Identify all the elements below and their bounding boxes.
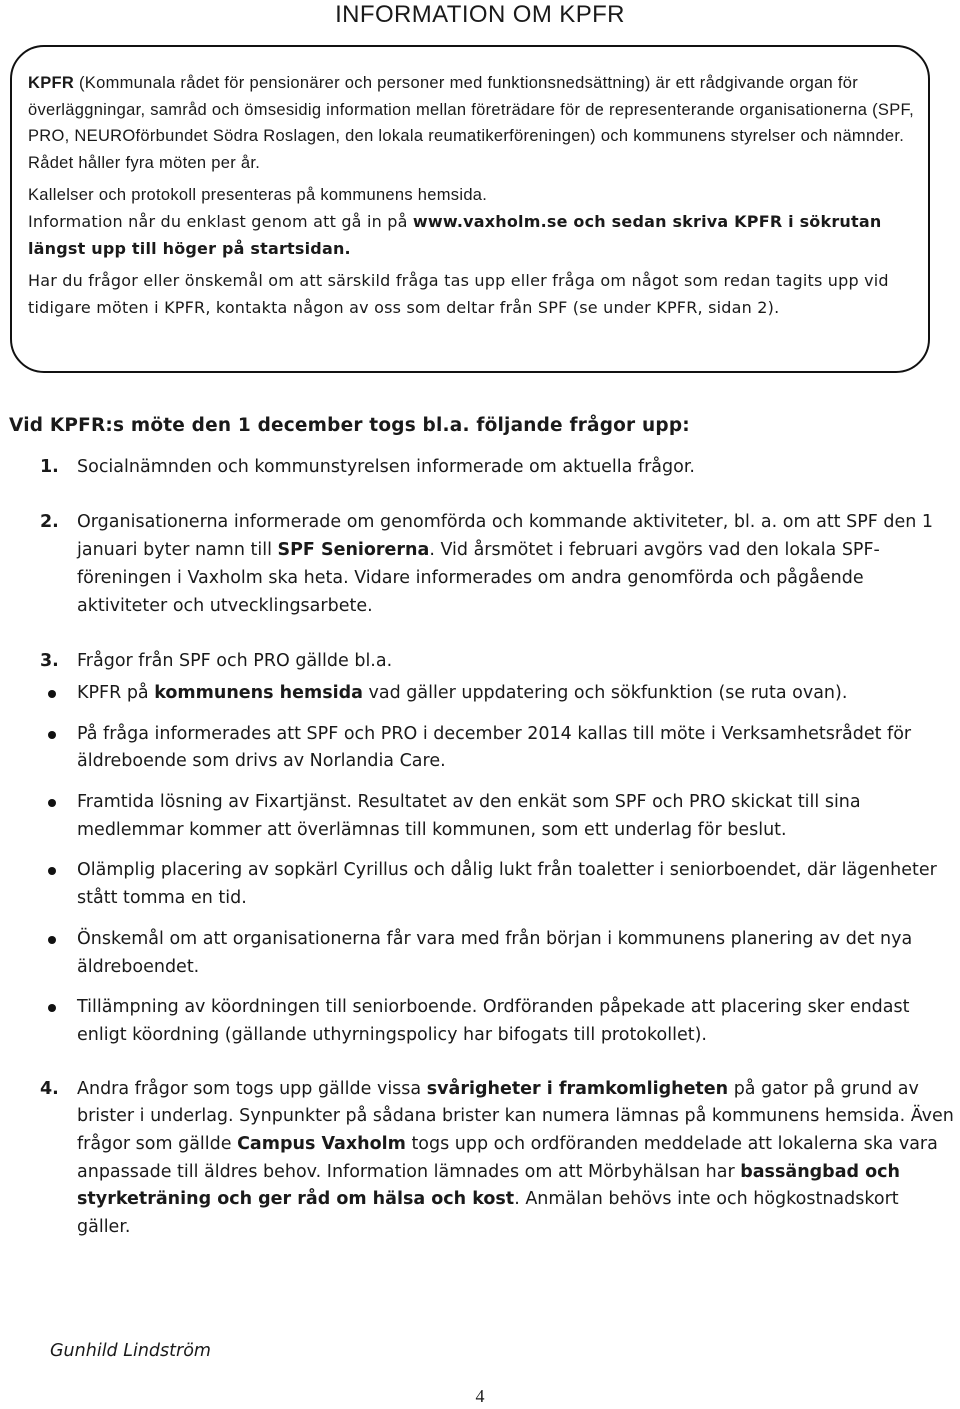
kpfr-info-text: Information når du enklast genom att gå in på	[28, 211, 413, 231]
bullet-icon	[48, 867, 56, 875]
kpfr-abbreviation: KPFR	[28, 74, 75, 92]
item-number: 3.	[40, 651, 59, 672]
item-number: 2.	[40, 512, 59, 533]
agenda-item-4	[9, 1076, 954, 1242]
item-bold-text: Campus Vaxholm	[237, 1134, 406, 1155]
vaxholm-link[interactable]: www.vaxholm.se	[412, 211, 568, 231]
item-text-part: . Anmälan behövs inte och högkostnadskort gäller.	[77, 1189, 899, 1238]
meeting-notes	[9, 412, 954, 1242]
item-text	[77, 1076, 954, 1242]
page-number: 4	[475, 1386, 485, 1406]
bullet-icon	[48, 1004, 56, 1012]
kpfr-website-info	[28, 182, 928, 262]
bullet-text: KPFR på	[77, 682, 155, 703]
bullet-icon	[48, 799, 56, 807]
kpfr-protocol-text: Kallelser och protokoll presenteras på kommunens hemsida.	[28, 186, 488, 205]
item-text-part: Organisationerna informerade om genomförda och kommande aktiviteter, bl. a. om att SPF den 1 januari byter namn till	[77, 512, 934, 561]
page-title: INFORMATION OM KPFR	[335, 1, 625, 28]
bullet-text: Tillämpning av köordningen till seniorboende. Ordföranden påpekade att placering sker endast enligt köordning (gällande uthyrningspolicy har bifogats till protokollet).	[77, 997, 910, 1045]
item-text-part: Andra frågor som togs upp gällde vissa	[77, 1078, 427, 1099]
item-number: 4.	[40, 1078, 59, 1099]
item-number: 1.	[40, 456, 59, 477]
list-item	[37, 680, 954, 708]
bullet-text: Olämplig placering av sopkärl Cyrillus och dålig lukt från toaletter i seniorboendet, där lägenheter stått tomma en tid.	[77, 860, 937, 909]
bullet-icon	[48, 690, 56, 698]
item-text: Socialnämnden och kommunstyrelsen informerade om aktuella frågor.	[77, 456, 695, 477]
kpfr-search-instructions: och sedan skriva KPFR i sökrutan längst upp till höger på startsidan.	[28, 211, 882, 258]
item-text-part: på gator på grund av brister i underlag. Synpunkter på sådana brister kan numera lämnas på kommunens hemsida. Även frågor som gällde	[77, 1078, 954, 1155]
signature: Gunhild Lindström	[50, 1341, 211, 1361]
bullet-text: Önskemål om att organisationerna får vara med från början i kommunens planering av det nya äldreboendet.	[77, 928, 913, 977]
agenda-item-2	[9, 509, 954, 620]
kpfr-description-text: (Kommunala rådet för pensionärer och personer med funktionsnedsättning) är ett rådgivande organ för överläggningar, samråd och ömsesidig information mellan företrädare för de representerande organisationerna (SPF, PRO, NEUROförbundet Södra Roslagen, den lokala reumatikerföreningen) och kommunens styrelser och nämnder. Rådet håller fyra möten per år.	[28, 74, 914, 172]
bullet-text: vad gäller uppdatering och sökfunktion (se ruta ovan).	[362, 682, 848, 703]
list-item	[37, 721, 954, 776]
bullet-text: Framtida lösning av Fixartjänst. Resultatet av den enkät som SPF och PRO skickat till sina medlemmar kommer att överlämnas till kommunen, som ett underlag för beslut.	[77, 792, 861, 840]
agenda-item-3	[9, 648, 954, 1049]
list-item	[37, 926, 954, 981]
item-3-bullet-list	[37, 680, 954, 1050]
kpfr-contact-info: Har du frågor eller önskemål om att särskild fråga tas upp eller fråga om något som redan tagits upp vid tidigare möten i KPFR, kontakta någon av oss som deltar från SPF (se under KPFR, sidan 2).	[28, 271, 889, 317]
list-item	[37, 789, 954, 844]
bullet-icon	[48, 731, 56, 739]
item-intro: Frågor från SPF och PRO gällde bl.a.	[77, 651, 393, 672]
item-text-part: . Vid årsmötet i februari avgörs vad den lokala SPF-föreningen i Vaxholm ska heta. Vidare informerades om andra genomförda och pågående aktiviteter och utvecklingsarbete.	[77, 540, 880, 616]
item-bold-text: svårigheter i framkomligheten	[426, 1078, 729, 1099]
meeting-heading: Vid KPFR:s möte den 1 december togs bl.a. följande frågor upp:	[9, 415, 690, 436]
bullet-icon	[48, 936, 56, 944]
list-item	[37, 994, 954, 1049]
bullet-bold-text: kommunens hemsida	[154, 682, 363, 703]
bullet-text: På fråga informerades att SPF och PRO i december 2014 kallas till möte i Verksamhetsrådet för äldreboende som drivs av Norlandia Care.	[77, 723, 912, 772]
spf-seniorerna-name: SPF Seniorerna	[277, 540, 430, 561]
list-item	[37, 857, 954, 912]
agenda-item-1	[9, 454, 954, 482]
item-text-part: togs upp och ordföranden meddelade att lokalerna ska vara anpassade till äldres behov. Information lämnades om att Mörbyhälsan har	[77, 1134, 938, 1182]
item-text	[77, 509, 954, 620]
item-bold-text: bassängbad och styrketräning och ger råd om hälsa och kost	[77, 1161, 900, 1210]
kpfr-description	[28, 70, 928, 176]
kpfr-info-box	[10, 45, 930, 373]
